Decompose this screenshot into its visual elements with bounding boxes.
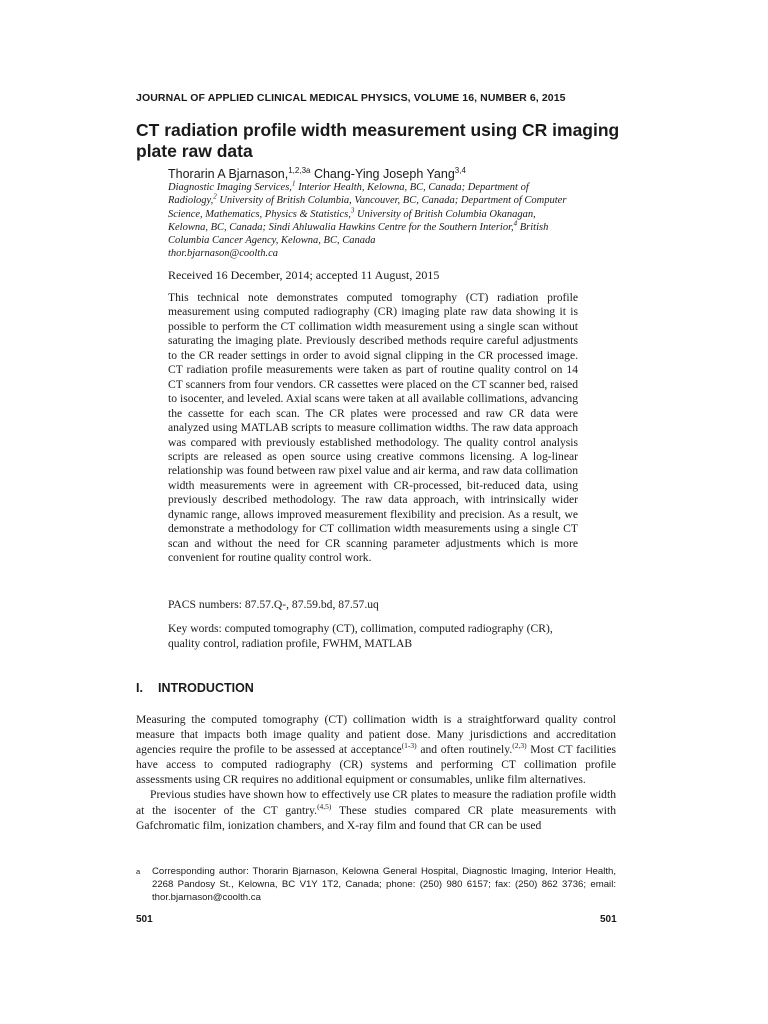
page-number-right: 501 [600,914,617,925]
paragraph-text: Previous studies have shown how to effectively use CR plates to measure the radiation profile width at the isocenter of the CT gantry. [136,788,616,817]
paragraph [136,712,616,787]
section-heading [136,681,254,695]
paragraph-text: These studies compared CR plate measurements with Gafchromatic film, ionization chambers, and X-ray film and found that CR can be used [136,803,616,832]
keywords: Key words: computed tomography (CT), collimation, computed radiography (CR), quality control, radiation profile, FWHM, MATLAB [168,622,553,650]
introduction-body [136,712,616,833]
author-name: Thorarin A Bjarnason, [168,167,289,181]
article-title: CT radiation profile width measurement using CR imaging plate raw data [136,120,620,161]
affiliation-marker: 3 [350,206,355,215]
journal-header: JOURNAL OF APPLIED CLINICAL MEDICAL PHYSICS, VOLUME 16, NUMBER 6, 2015 [136,92,566,104]
page-number-left: 501 [136,914,153,925]
affiliation-marker: 2 [213,192,217,201]
affiliation-text: University of British Columbia, Vancouver, BC, Canada; Department of Computer Science, Mathematics, Physics & Statistics, [168,195,567,220]
citation: (4,5) [317,801,332,811]
affiliation-text: Interior Health, Kelowna, BC, Canada; Department of Radiology, [168,182,529,207]
affiliation-text: University of British Columbia Okanagan, Kelowna, BC, Canada; Sindi Ahluwalia Hawkins Centre for the Southern Interior, [168,208,536,233]
section-title: INTRODUCTION [158,681,254,695]
footnote-marker: a [136,867,141,876]
footnote [136,865,616,904]
author-email: thor.bjarnason@coolth.ca [168,248,278,260]
citation: (1-3) [401,741,417,751]
affiliation-marker: 4 [513,219,518,228]
citation: (2,3) [512,741,527,751]
paragraph-text: Measuring the computed tomography (CT) collimation width is a straightforward quality control measure that impacts both image quality and patient dose. Many jurisdictions and accreditation agencies require the profile to be assessed at acceptance [136,713,616,757]
pacs-numbers: PACS numbers: 87.57.Q-, 87.59.bd, 87.57.uq [168,598,379,611]
section-number: I. [136,681,143,695]
affiliation-text: British Columbia Cancer Agency, Kelowna, BC, Canada [168,221,549,247]
paragraph-text: and often routinely. [416,743,513,757]
author-name: Chang-Ying Joseph Yang [310,167,455,181]
author-list [168,167,628,181]
affiliation-marker: 1 [291,179,296,188]
footnote-text: Corresponding author: Thorarin Bjarnason, Kelowna General Hospital, Diagnostic Imaging, Interior Health, 2268 Pandosy St., Kelowna, BC V1Y 1T2, Canada; phone: (250) 980 6157; fax: (250) 862 3736; email: thor.bjarnason@coolth.ca [152,866,616,903]
abstract: This technical note demonstrates computed tomography (CT) radiation profile measurement using computed radiography (CR) imaging plate raw data showing it is possible to perform the CT collimation width measurement using a single scan without saturating the imaging plate. Previously described methods require careful adjustments to the CR reader settings in order to avoid signal clipping in the CR processed image. CT radiation profile measurements were taken as part of routine quality control on 14 CT scanners from four vendors. CR cassettes were placed on the CT scanner bed, raised to isocenter, and leveled. Axial scans were taken at all available collimations, advancing the cassette for each scan. The CR plates were processed and raw CR data were analyzed using MATLAB scripts to measure collimation widths. The raw data approach was compared with previously established methodology. The quality control analysis scripts are released as open source using creative commons licensing. A log-linear relationship was found between raw pixel value and air kerma, and raw data collimation width measurements were in agreement with CR-processed, bit-reduced data, using previously described methodology. The raw data approach, with intrinsically wider dynamic range, allows improved measurement flexibility and precision. As a result, we demonstrate a methodology for CT collimation width measurements using a single CT scan and without the need for CR scanning parameter adjustments which is more convenient for routine quality control work. [168,291,578,565]
affiliations [168,181,578,261]
affiliation-text: Diagnostic Imaging Services, [168,182,292,193]
paragraph-text: Most CT facilities have access to computed radiography (CR) systems and performing CT collimation profile assessments using CR requires no additional equipment or consumables, unlike film alternatives. [136,743,616,787]
paragraph [136,787,616,832]
author-affiliation-marker: 3,4 [454,165,466,175]
received-date: Received 16 December, 2014; accepted 11 August, 2015 [168,268,440,282]
author-affiliation-marker: 1,2,3a [288,165,311,175]
